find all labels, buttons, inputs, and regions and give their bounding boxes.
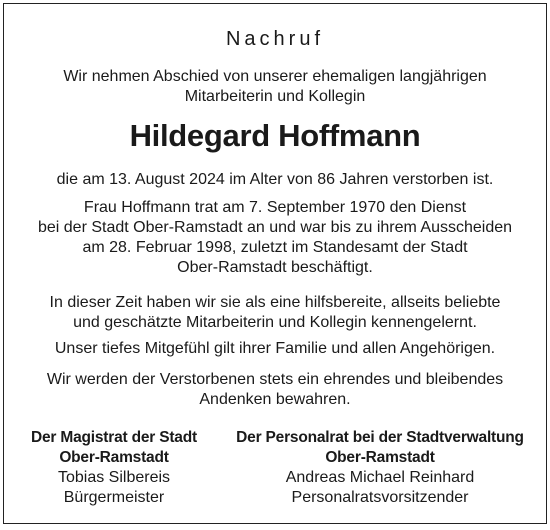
paragraph-line: bei der Stadt Ober-Ramstadt an und war bis zu ihrem Ausscheiden	[37, 219, 513, 236]
condolence-paragraph: Unser tiefes Mitgefühl gilt ihrer Familie und allen Angehörigen.	[54, 340, 496, 357]
paragraph-line: Frau Hoffmann trat am 7. September 1970 den Dienst	[83, 199, 467, 216]
signature-org-line: Ober-Ramstadt	[325, 449, 435, 466]
signature-org-line: Ober-Ramstadt	[59, 449, 169, 466]
death-date-line: die am 13. August 2024 im Alter von 86 Jahren verstorben ist.	[56, 171, 494, 188]
paragraph-line: und geschätzte Mitarbeiterin und Kollegin kennengelernt.	[73, 314, 477, 331]
signature-org-line: Der Personalrat bei der Stadtverwaltung	[236, 429, 524, 446]
paragraph-line: Wir werden der Verstorbenen stets ein ehrendes und bleibendes	[46, 371, 504, 388]
intro-line: Wir nehmen Abschied von unserer ehemaligen langjährigen	[63, 68, 487, 85]
career-paragraph	[4, 198, 546, 278]
deceased-name: Hildegard Hoffmann	[129, 118, 421, 153]
intro-line: Mitarbeiterin und Kollegin	[184, 88, 366, 105]
notice-heading: Nachruf	[225, 28, 325, 50]
intro-text	[4, 67, 546, 107]
paragraph-line: am 28. Februar 1998, zuletzt im Standesamt der Stadt	[82, 239, 468, 256]
signature-org-line: Der Magistrat der Stadt	[31, 429, 197, 446]
paragraph-line: Andenken bewahren.	[199, 391, 351, 408]
signature-person: Tobias Silbereis	[57, 469, 171, 486]
signature-personalrat	[220, 428, 540, 508]
paragraph-line: In dieser Zeit haben wir sie als eine hilfsbereite, allseits beliebte	[49, 294, 501, 311]
signature-magistrat	[14, 428, 214, 508]
signature-person: Andreas Michael Reinhard	[285, 469, 475, 486]
signature-role: Bürgermeister	[63, 489, 165, 506]
signature-role: Personalratsvorsitzender	[291, 489, 469, 506]
remembrance-paragraph	[4, 370, 546, 410]
appreciation-paragraph	[4, 293, 546, 333]
obituary-notice	[3, 3, 547, 524]
paragraph-line: Ober-Ramstadt beschäftigt.	[177, 259, 373, 276]
